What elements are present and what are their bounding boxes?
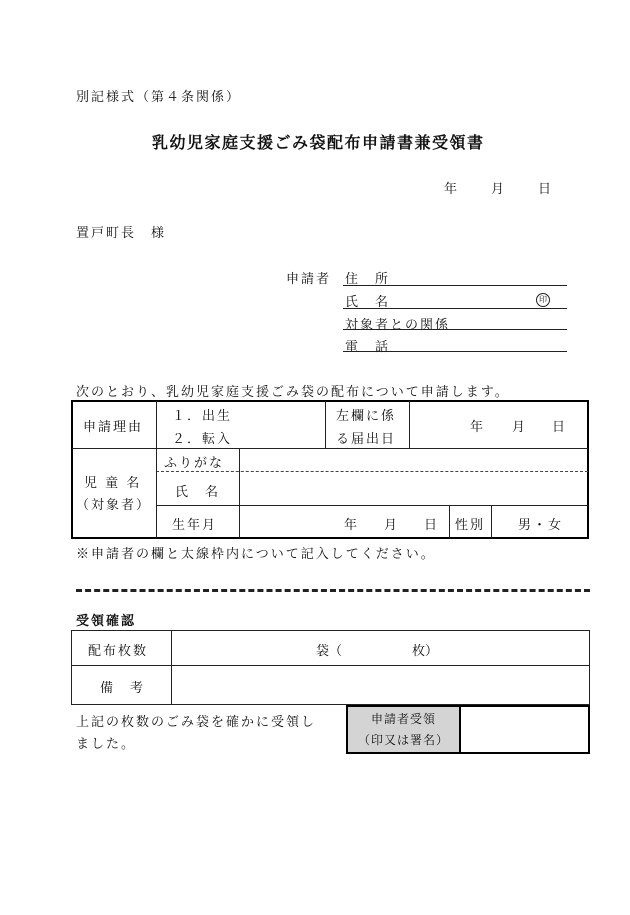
form-label: 別記様式（第４条関係） — [76, 90, 242, 105]
sex-label: 性別 — [455, 518, 486, 533]
col-divider — [409, 401, 410, 448]
date-day: 日 — [538, 182, 552, 197]
applicant-relation-label: 対象者との関係 — [345, 318, 451, 333]
remarks-label: 備 考 — [100, 681, 146, 696]
stamp-label-2: （印又は署名） — [357, 733, 449, 747]
confirm-text-2: ました。 — [76, 737, 137, 752]
applicant-label: 申請者 — [286, 272, 332, 287]
applicant-phone-label: 電 話 — [345, 340, 391, 355]
left-field-label-2: る届出日 — [336, 432, 397, 447]
col-divider — [325, 401, 326, 448]
reason-move-in[interactable]: ２．転入 — [172, 432, 233, 447]
furigana-label: ふりがな — [164, 456, 225, 471]
col-divider — [156, 401, 157, 538]
page-title: 乳幼児家庭支援ごみ袋配布申請書兼受領書 — [152, 133, 485, 152]
phone-line[interactable] — [343, 351, 567, 352]
count-label: 配布枚数 — [88, 644, 149, 659]
applicant-address-label: 住 所 — [345, 272, 391, 287]
address-line[interactable] — [343, 285, 567, 286]
reason-birth[interactable]: １．出生 — [172, 409, 233, 424]
remarks-field[interactable] — [172, 666, 588, 704]
cut-line — [76, 589, 590, 592]
notify-day: 日 — [552, 420, 566, 435]
child-label: 児 童 名 — [84, 476, 142, 491]
reason-label: 申請理由 — [83, 420, 144, 435]
stamp-field[interactable] — [462, 707, 588, 752]
notify-month: 月 — [512, 420, 526, 435]
name-line[interactable] — [343, 308, 567, 309]
statement: 次のとおり、乳幼児家庭支援ごみ袋の配布について申請します。 — [76, 385, 510, 400]
child-sub-label: （対象者） — [76, 498, 152, 513]
applicant-name-label: 氏 名 — [345, 295, 391, 310]
child-name-field[interactable] — [240, 472, 588, 505]
date-month: 月 — [491, 182, 505, 197]
sex-options[interactable]: 男・女 — [518, 518, 564, 533]
receipt-heading: 受領確認 — [76, 614, 137, 629]
stamp-label-1: 申請者受領 — [370, 712, 436, 726]
relation-line[interactable] — [343, 329, 567, 330]
col-divider — [491, 505, 492, 538]
col-divider — [449, 505, 450, 538]
left-field-label-1: 左欄に係 — [336, 409, 397, 424]
birth-day: 日 — [424, 518, 438, 533]
birth-month: 月 — [384, 518, 398, 533]
note: ※申請者の欄と太線枠内について記入してください。 — [76, 547, 436, 562]
birth-label: 生年月 — [172, 518, 218, 533]
birth-year: 年 — [344, 518, 358, 533]
notify-year: 年 — [470, 420, 484, 435]
seal-icon: 印 — [536, 293, 550, 307]
addressee: 置戸町長 様 — [76, 226, 167, 241]
sheets-text: 枚） — [412, 644, 439, 659]
child-name-label: 氏 名 — [175, 485, 221, 500]
col-divider — [459, 707, 461, 752]
confirm-text-1: 上記の枚数のごみ袋を確かに受領し — [76, 715, 317, 730]
furigana-field[interactable] — [240, 449, 588, 471]
date-year: 年 — [444, 182, 458, 197]
row-divider — [156, 505, 588, 506]
bag-text: 袋（ — [316, 644, 343, 659]
